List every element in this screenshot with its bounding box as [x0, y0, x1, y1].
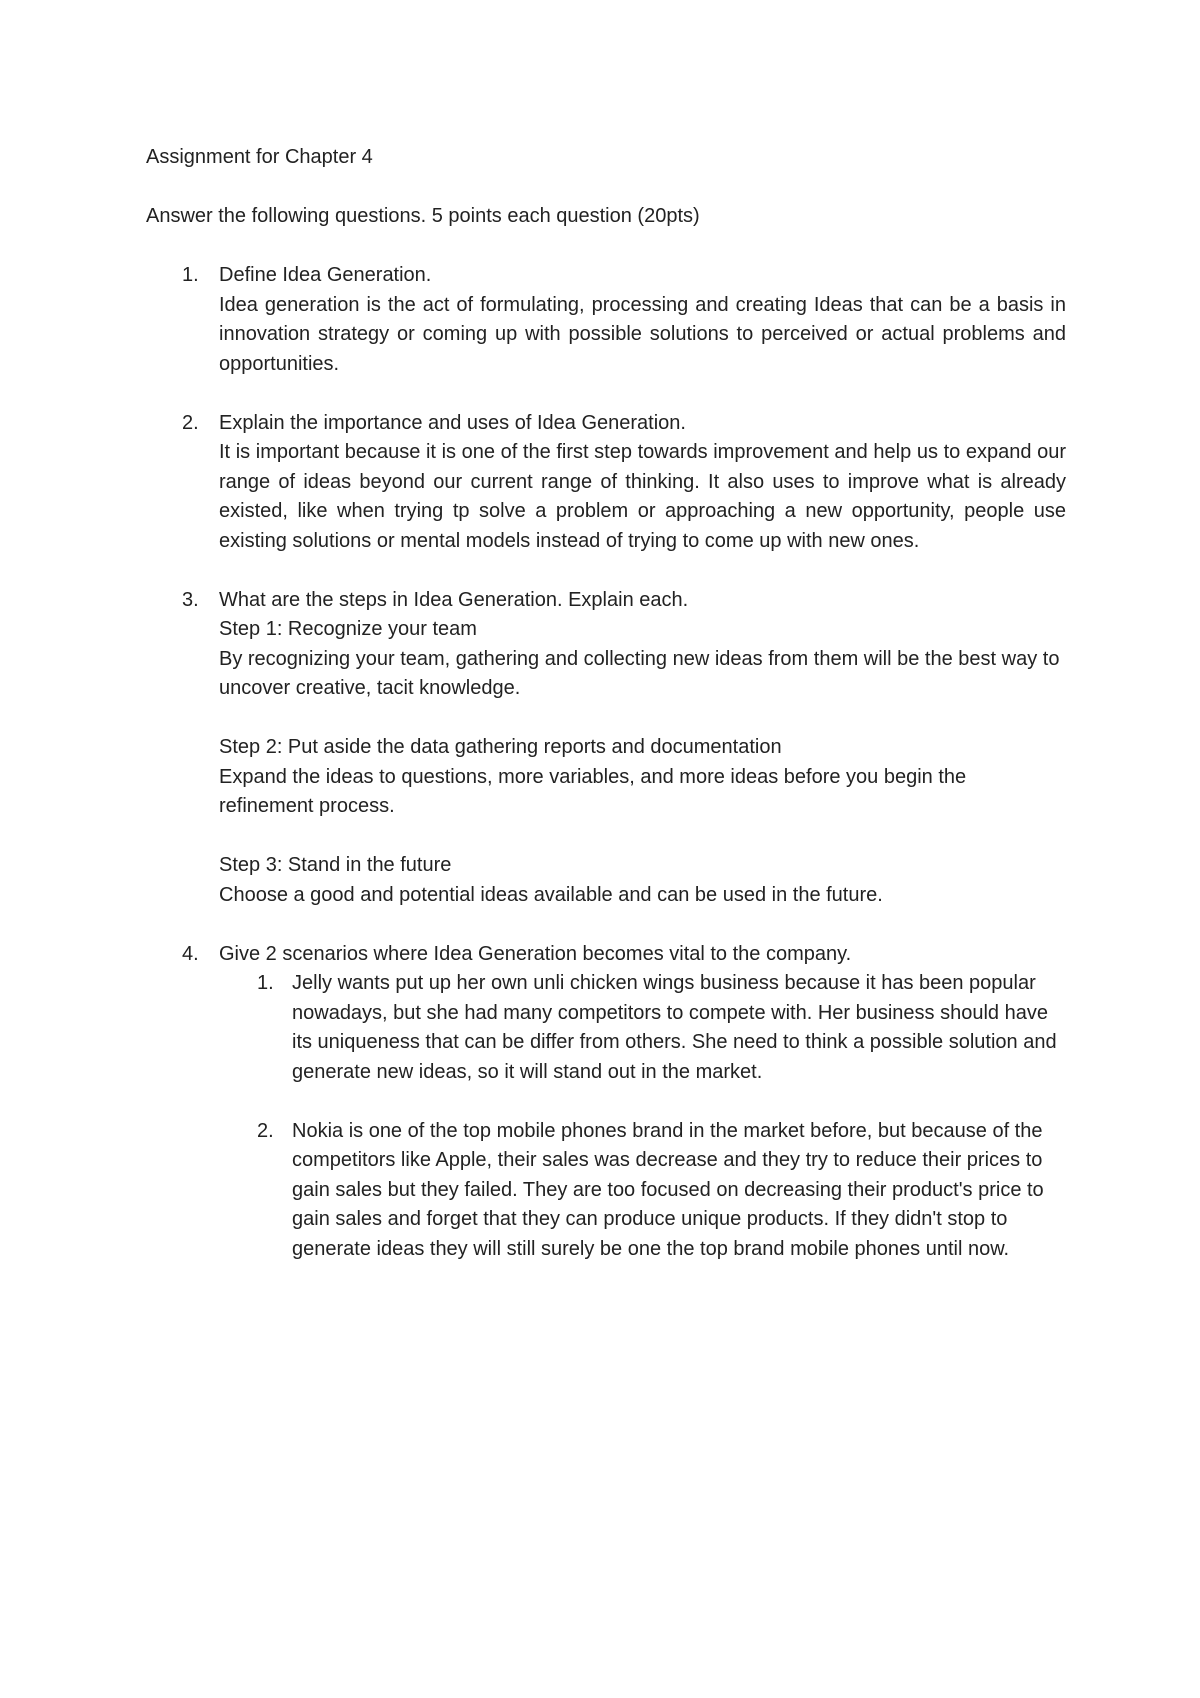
scenario-text: Jelly wants put up her own unli chicken wings business because it has been popular nowadays, but she had many competitors to compete with. Her business should have its uniqueness that can be differ from others. She need to think a possible solution and generate new ideas, so it will stand out in the market. — [292, 972, 1057, 1083]
question-2 — [146, 409, 1066, 557]
scenario-text: Nokia is one of the top mobile phones brand in the market before, but because of the competitors like Apple, their sales was decrease and they try to reduce their prices to gain sales but they failed. They are too focused on decreasing their product's price to gain sales and forget that they can produce unique products. If they didn't stop to generate ideas they will still surely be one the top brand mobile phones until now. — [292, 1119, 1044, 1260]
question-4 — [146, 940, 1066, 1265]
question-number: 1. — [182, 264, 199, 286]
document-content — [146, 143, 1066, 1294]
answer-text: It is important because it is one of the first step towards improvement and help us to expand our range of ideas beyond our current range of thinking. It also uses to improve what is already existed, like when trying tp solve a problem or approaching a new opportunity, people use existing solutions or mental models instead of trying to come up with new ones. — [219, 441, 1066, 552]
step-body: Expand the ideas to questions, more variables, and more ideas before you begin the refinement process. — [219, 765, 967, 817]
answer-text: Idea generation is the act of formulating, processing and creating Ideas that can be a basis in innovation strategy or coming up with possible solutions to perceived or actual problems and opportunities. — [219, 293, 1066, 375]
scenario-number: 2. — [257, 1119, 274, 1142]
step-item — [219, 615, 1066, 704]
scenario-item — [219, 969, 1066, 1087]
document-title: Assignment for Chapter 4 — [146, 146, 373, 168]
step-body: By recognizing your team, gathering and collecting new ideas from them will be the best way to uncover creative, tacit knowledge. — [219, 647, 1060, 699]
scenario-number: 1. — [257, 972, 274, 994]
question-text: Define Idea Generation. — [219, 264, 432, 286]
instructions: Answer the following questions. 5 points each question (20pts) — [146, 205, 700, 227]
question-number: 4. — [182, 942, 199, 965]
question-text: Give 2 scenarios where Idea Generation becomes vital to the company. — [219, 942, 852, 965]
scenario-item — [219, 1117, 1066, 1265]
step-list — [219, 615, 1066, 910]
step-body: Choose a good and potential ideas available and can be used in the future. — [219, 883, 883, 906]
step-item — [219, 851, 1066, 910]
question-list — [146, 261, 1066, 1264]
step-heading: Step 2: Put aside the data gathering reports and documentation — [219, 736, 782, 758]
question-1 — [146, 261, 1066, 379]
question-text: What are the steps in Idea Generation. Explain each. — [219, 588, 689, 611]
scenario-list — [219, 969, 1066, 1264]
question-text: Explain the importance and uses of Idea Generation. — [219, 411, 686, 434]
question-3 — [146, 586, 1066, 911]
step-heading: Step 1: Recognize your team — [219, 618, 477, 640]
step-heading: Step 3: Stand in the future — [219, 854, 452, 876]
step-item — [219, 733, 1066, 822]
question-number: 3. — [182, 588, 199, 611]
question-number: 2. — [182, 411, 199, 434]
